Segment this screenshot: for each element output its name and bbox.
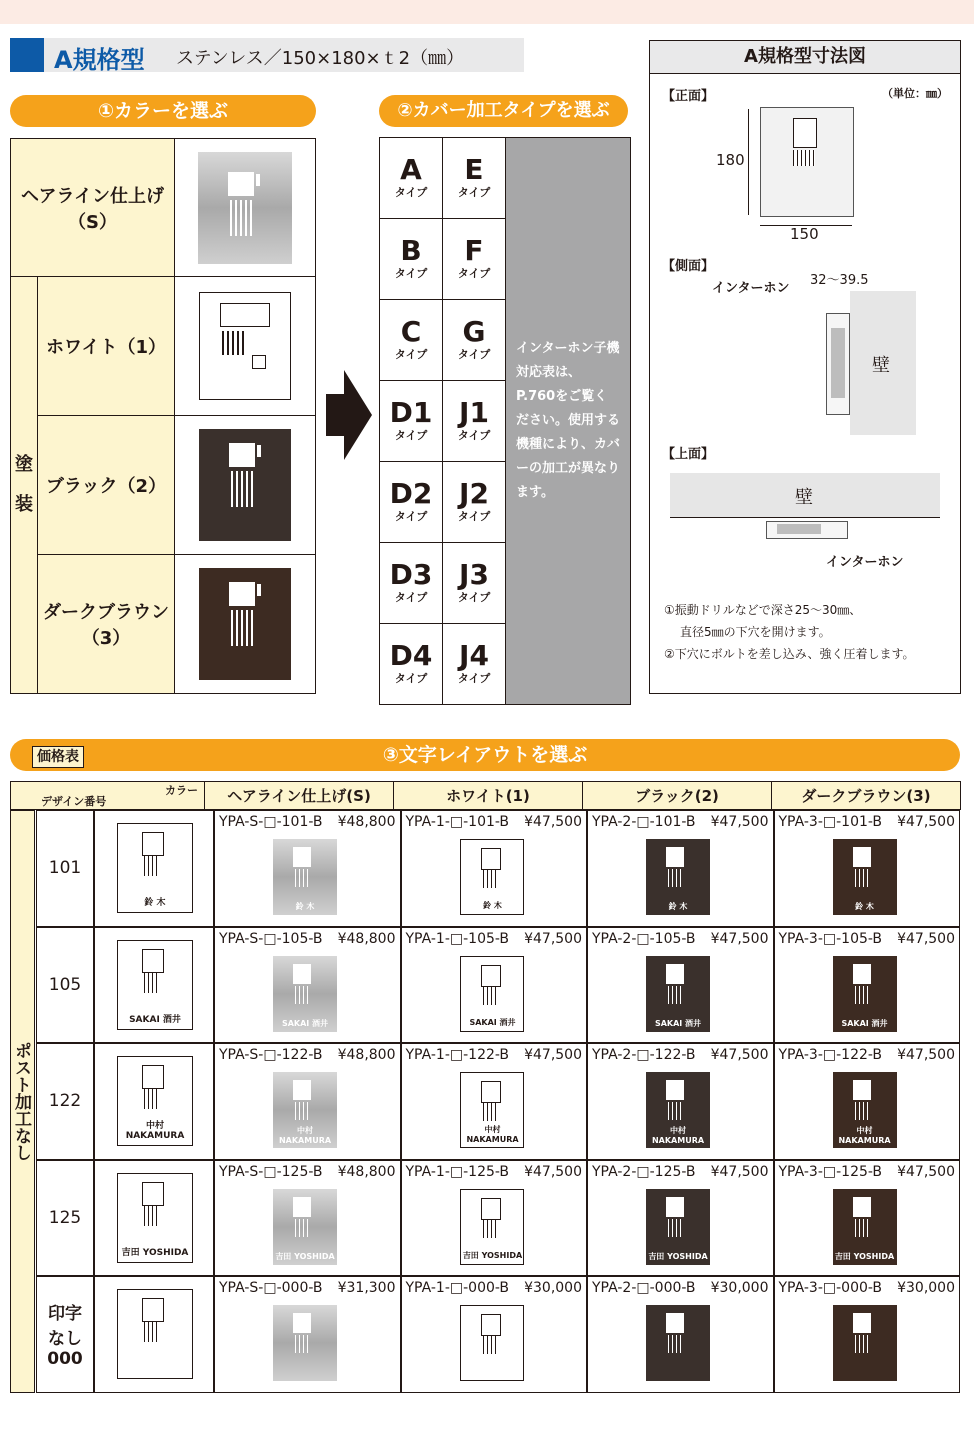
price-cell [401,1276,588,1393]
design-sample-plate [117,823,193,913]
price-cell [587,810,774,927]
price-tag: 価格表 [32,746,84,768]
title-square [10,38,44,72]
product-price: ¥31,300 [337,1280,396,1296]
product-code: YPA-S-□-122-B [219,1047,323,1063]
product-plate-image [460,1072,524,1148]
dimension-box [649,40,961,694]
top-label: 【上面】 [662,447,715,462]
product-plate-image [833,839,897,915]
color-black-cell [175,416,316,555]
product-plate-image [273,1072,337,1148]
design-sample-text: 鈴 木 [144,898,166,908]
product-code: YPA-2-□-125-B [592,1163,696,1180]
design-number: 101 [36,810,94,927]
product-plate-image [460,1189,524,1265]
product-code: YPA-S-□-125-B [219,1163,323,1180]
product-code: YPA-3-□-122-B [778,1047,883,1063]
product-plate-image [833,956,897,1032]
plate-text: 中村 NAKAMURA [838,1126,891,1145]
plate-text: 吉田 YOSHIDA [462,1250,523,1260]
product-code: YPA-2-□-000-B [592,1280,696,1296]
product-plate-image [273,1305,337,1381]
product-plate-image [273,956,337,1032]
hairline-plate-image [198,152,292,264]
title-bar [10,38,524,72]
price-cell [214,1160,401,1277]
design-sample-plate [117,1173,193,1263]
width-value: 150 [790,225,819,243]
col-header: ホワイト(1) [394,782,583,810]
price-cell [401,927,588,1044]
product-code: YPA-2-□-105-B [592,930,696,947]
dimension-title: A規格型寸法図 [650,41,960,74]
price-cell [587,1043,774,1160]
type-cell: J2 タイプ [443,462,506,543]
design-sample-plate [117,1289,193,1379]
design-sample-cell [94,1276,214,1393]
product-price: ¥47,500 [897,814,955,830]
plate-text: 吉田 YOSHIDA [834,1251,895,1261]
product-code: YPA-3-□-000-B [778,1280,883,1296]
price-cell [214,1043,401,1160]
price-cell [587,1160,774,1277]
product-price: ¥47,500 [524,1047,582,1063]
unit-label: （単位：㎜） [882,87,948,100]
product-code: YPA-2-□-122-B [592,1047,696,1063]
height-value: 180 [716,151,745,169]
product-plate-image [646,1305,710,1381]
product-price: ¥47,500 [897,930,955,947]
price-cell [774,1160,961,1277]
product-plate-image [273,839,337,915]
plate-text: 鈴 木 [668,902,688,911]
coating-label: 塗 装 [11,277,38,694]
price-cell [401,1043,588,1160]
price-cell [401,1160,588,1277]
product-code: YPA-1-□-125-B [405,1163,510,1180]
design-number: 105 [36,927,94,1044]
color-table [10,138,316,694]
type-cell: D3 タイプ [380,543,443,624]
top-wall-label: 壁 [795,487,813,508]
front-label: 【正面】 [662,89,715,104]
install-note-1: ①振動ドリルなどで深さ25〜30㎜、 [664,603,862,617]
type-note: インターホン子機対応表は、P.760をご覧ください。使用する機種により、カバーの加工が異なります。 [506,138,631,705]
darkbrown-plate-image [199,568,291,680]
side-label: 【側面】 [662,259,715,274]
plate-text: SAKAI 酒井 [469,1017,516,1027]
product-plate-image [646,956,710,1032]
type-cell: A タイプ [380,138,443,219]
product-code: YPA-1-□-101-B [405,814,510,830]
product-plate-image [646,839,710,915]
product-price: ¥48,800 [337,930,396,947]
product-code: YPA-3-□-101-B [778,814,883,830]
color-white-cell [175,277,316,416]
product-code: YPA-3-□-105-B [778,930,883,947]
design-sample-plate [117,940,193,1030]
plate-text: 中村 NAKAMURA [278,1126,332,1145]
step3-bar [10,739,960,771]
design-number: 125 [36,1160,94,1277]
plate-text: SAKAI 酒井 [841,1018,888,1028]
color-darkbrown-cell [175,555,316,694]
plate-text: 中村 NAKAMURA [466,1125,519,1144]
product-code: YPA-S-□-101-B [219,814,323,830]
product-code: YPA-1-□-122-B [405,1047,510,1063]
black-plate-image [199,429,291,541]
product-price: ¥48,800 [337,1047,396,1063]
price-cell [214,1276,401,1393]
design-number: 印字 なし 000 [36,1276,94,1393]
type-cell: D4 タイプ [380,624,443,705]
plate-text: SAKAI 酒井 [281,1018,329,1028]
product-price: ¥47,500 [710,930,769,947]
install-note-1b: 直径5㎜の下穴を開けます。 [680,625,831,639]
price-cell [401,810,588,927]
white-plate-image [199,292,291,400]
depth-value: 32〜39.5 [810,273,869,288]
type-table [379,137,631,705]
color-hairline-cell [175,139,316,277]
color-white-label: ホワイト（1） [38,277,175,416]
price-cell [587,927,774,1044]
product-price: ¥30,000 [710,1280,769,1296]
plate-text: 吉田 YOSHIDA [648,1251,708,1261]
product-price: ¥47,500 [524,1163,582,1180]
top-intercom [766,521,848,539]
product-code: YPA-S-□-000-B [219,1280,323,1296]
plate-text: SAKAI 酒井 [654,1018,702,1028]
type-cell: D2 タイプ [380,462,443,543]
design-sample-text: 中村 NAKAMURA [125,1121,185,1141]
price-cell [774,927,961,1044]
color-black-label: ブラック（2） [38,416,175,555]
type-cell: E タイプ [443,138,506,219]
design-sample-plate [117,1056,193,1146]
step3-label: ③文字レイアウトを選ぶ [382,744,588,766]
type-cell: C タイプ [380,300,443,381]
type-cell: J4 タイプ [443,624,506,705]
product-plate-image [460,839,524,915]
install-note-2: ②下穴にボルトを差し込み、強く圧着します。 [664,647,915,661]
side-intercom [826,313,850,415]
plate-text: 鈴 木 [295,902,315,911]
price-cell [587,1276,774,1393]
product-plate-image [273,1189,337,1265]
design-sample-text: SAKAI 酒井 [129,1014,181,1025]
color-hairline-label: ヘアライン仕上げ （S） [11,139,175,277]
product-plate-image [833,1072,897,1148]
product-plate-image [833,1189,897,1265]
price-cell [774,810,961,927]
product-price: ¥47,500 [710,1047,769,1063]
price-cell [774,1276,961,1393]
side-wall-label: 壁 [872,355,890,376]
product-plate-image [646,1072,710,1148]
type-cell: J3 タイプ [443,543,506,624]
color-darkbrown-label: ダークブラウン （3） [38,555,175,694]
intercom-side-label: インターホン [712,281,790,296]
product-plate-image [460,1305,524,1381]
plate-text: 鈴 木 [483,901,502,910]
arrow-right-icon [326,370,372,460]
type-cell: J1 タイプ [443,381,506,462]
product-price: ¥30,000 [897,1280,955,1296]
plate-text: 吉田 YOSHIDA [275,1251,335,1261]
col-header: ダークブラウン(3) [772,782,961,810]
type-cell: G タイプ [443,300,506,381]
design-sample-text: 吉田 YOSHIDA [121,1247,189,1258]
product-code: YPA-2-□-101-B [592,814,696,830]
product-price: ¥30,000 [524,1280,582,1296]
product-plate-image [460,956,524,1032]
product-price: ¥47,500 [897,1163,955,1180]
step1-label: ①カラーを選ぶ [10,95,316,127]
corner-cell: カラー デザイン番号 [11,782,205,810]
col-header: ヘアライン仕上げ(S) [205,782,394,810]
top-band [0,0,974,24]
price-cell [774,1043,961,1160]
design-sample-cell [94,810,214,927]
page-title: A規格型 [54,46,145,74]
price-cell [214,810,401,927]
product-price: ¥48,800 [337,1163,396,1180]
product-code: YPA-3-□-125-B [778,1163,883,1180]
product-price: ¥48,800 [337,814,396,830]
col-header: ブラック(2) [583,782,772,810]
height-line [748,109,749,215]
product-code: YPA-1-□-105-B [405,930,510,947]
product-code: YPA-1-□-000-B [405,1280,510,1296]
product-price: ¥47,500 [524,930,582,947]
product-price: ¥47,500 [710,1163,769,1180]
product-price: ¥47,500 [710,814,769,830]
type-cell: D1 タイプ [380,381,443,462]
product-plate-image [833,1305,897,1381]
side-label: ポスト加工なし [10,810,35,1393]
intercom-top-label: インターホン [826,555,904,570]
step2-label: ②カバー加工タイプを選ぶ [379,95,628,127]
product-plate-image [646,1189,710,1265]
product-code: YPA-S-□-105-B [219,930,323,947]
product-price: ¥47,500 [897,1047,955,1063]
front-plate-image [760,107,854,217]
price-cell [214,927,401,1044]
design-sample-cell [94,1043,214,1160]
product-price: ¥47,500 [524,814,582,830]
design-sample-cell [94,927,214,1044]
type-cell: B タイプ [380,219,443,300]
type-cell: F タイプ [443,219,506,300]
price-table [10,781,961,810]
design-sample-cell [94,1160,214,1277]
page-subtitle: ステンレス／150×180×ｔ2（㎜） [176,48,465,69]
plate-text: 鈴 木 [855,902,874,911]
plate-text: 中村 NAKAMURA [651,1126,705,1145]
design-number: 122 [36,1043,94,1160]
